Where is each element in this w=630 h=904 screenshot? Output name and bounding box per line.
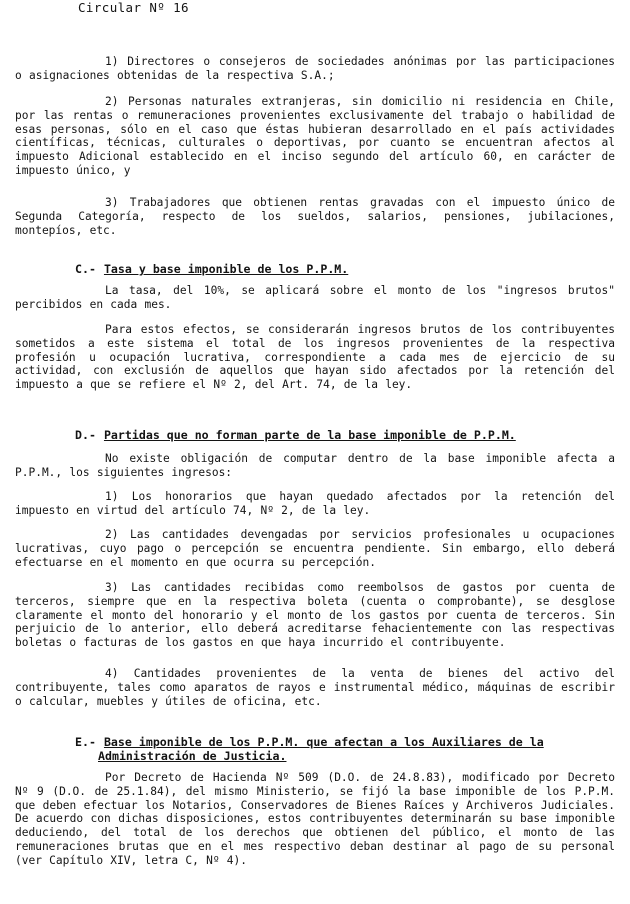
- section-title-line2: Administración de Justicia.: [98, 749, 287, 763]
- paragraph-text: La tasa, del 10%, se aplicará sobre el monto de los "ingresos brutos" percibidos en cada mes.: [15, 284, 615, 311]
- section-title: Partidas que no forman parte de la base imponible de P.P.M.: [103, 428, 516, 442]
- paragraph-text: 2) Las cantidades devengadas por servicios profesionales u ocupaciones lucrativas, cuyo pago o percepción se encuentra pendiente. Sin embargo, ello deberá efectuarse en el momento en que ocurra su percepción.: [15, 528, 615, 569]
- circular-header: Circular Nº 16: [78, 0, 189, 15]
- paragraph-directores: [15, 55, 615, 83]
- paragraph-text: 2) Personas naturales extranjeras, sin domicilio ni residencia en Chile, por las rentas o remuneraciones provenientes exclusivamente del trabajo o habilidad de esas personas, sólo en el caso que éstas hubieran desarrollado en el país actividades científicas, técnicas, culturales o deportivas, por cuanto se encuentran afectos al impuesto Adicional establecido en el inciso segundo del artículo 60, en carácter de impuesto único, y: [15, 95, 615, 177]
- paragraph-text: 3) Las cantidades recibidas como reembolsos de gastos por cuenta de terceros, siempre que en la respectiva boleta (cuenta o comprobante), se desglose claramente el monto del honorario y el monto de los gastos por cuenta de terceros. Sin perjuicio de lo anterior, ello deberá acreditarse fehacientemente con las respectivas boletas o facturas de los gastos en que haya incurrido el contribuyente.: [15, 581, 615, 650]
- paragraph-venta-bienes: [15, 667, 615, 708]
- paragraph-honorarios: [15, 490, 615, 518]
- paragraph-no-existe-obligacion: [15, 452, 615, 480]
- paragraph-text: 4) Cantidades provenientes de la venta de bienes del activo del contribuyente, tales como aparatos de rayos e instrumental médico, máquinas de escribir o calcular, muebles y útiles de oficina, etc.: [15, 667, 615, 708]
- paragraph-tasa: [15, 284, 615, 312]
- section-heading-c: [75, 262, 348, 276]
- section-heading-d: [75, 428, 516, 442]
- section-letter: C.-: [75, 262, 96, 276]
- section-letter: D.-: [75, 428, 96, 442]
- section-title-line1: Base imponible de los P.P.M. que afectan a los Auxiliares de la: [103, 735, 544, 749]
- paragraph-reembolsos: [15, 581, 615, 650]
- paragraph-text: 1) Los honorarios que hayan quedado afectados por la retención del impuesto en virtud del artículo 74, Nº 2, de la ley.: [15, 490, 615, 517]
- paragraph-text: 3) Trabajadores que obtienen rentas gravadas con el impuesto único de Segunda Categoría, respecto de los sueldos, salarios, pensiones, jubilaciones, montepíos, etc.: [15, 196, 615, 237]
- paragraph-text: Por Decreto de Hacienda Nº 509 (D.O. de 24.8.83), modificado por Decreto Nº 9 (D.O. de 25.1.84), del mismo Ministerio, se fijó la base imponible de los P.P.M. que deben efectuar los Notarios, Conservadores de Bienes Raíces y Archiveros Judiciales. De acuerdo con dichas disposiciones, estos contribuyentes determinarán su base imponible deduciendo, del total de los derechos que obtienen del público, el monto de las remuneraciones brutas que en el mes respectivo deban destinar al pago de su personal (ver Capítulo XIV, letra C, Nº 4).: [15, 771, 615, 867]
- paragraph-cantidades-devengadas: [15, 528, 615, 569]
- section-letter: E.-: [75, 735, 96, 749]
- paragraph-text: No existe obligación de computar dentro de la base imponible afecta a P.P.M., los siguientes ingresos:: [15, 452, 615, 479]
- paragraph-personas-extranjeras: [15, 95, 615, 178]
- paragraph-text: 1) Directores o consejeros de sociedades anónimas por las participaciones o asignaciones obtenidas de la respectiva S.A.;: [15, 55, 615, 82]
- section-heading-e: [75, 735, 544, 763]
- paragraph-text: Para estos efectos, se considerarán ingresos brutos de los contribuyentes sometidos a este sistema el total de los ingresos provenientes de la respectiva profesión u ocupación lucrativa, correspondiente a cada mes de ejercicio de su actividad, con exclusión de aquellos que hayan sido afectados por la retención del impuesto a que se refiere el Nº 2, del Art. 74, de la ley.: [15, 323, 615, 392]
- section-title: Tasa y base imponible de los P.P.M.: [103, 262, 349, 276]
- paragraph-trabajadores: [15, 196, 615, 237]
- paragraph-decreto-hacienda: [15, 771, 615, 868]
- paragraph-ingresos-brutos: [15, 323, 615, 392]
